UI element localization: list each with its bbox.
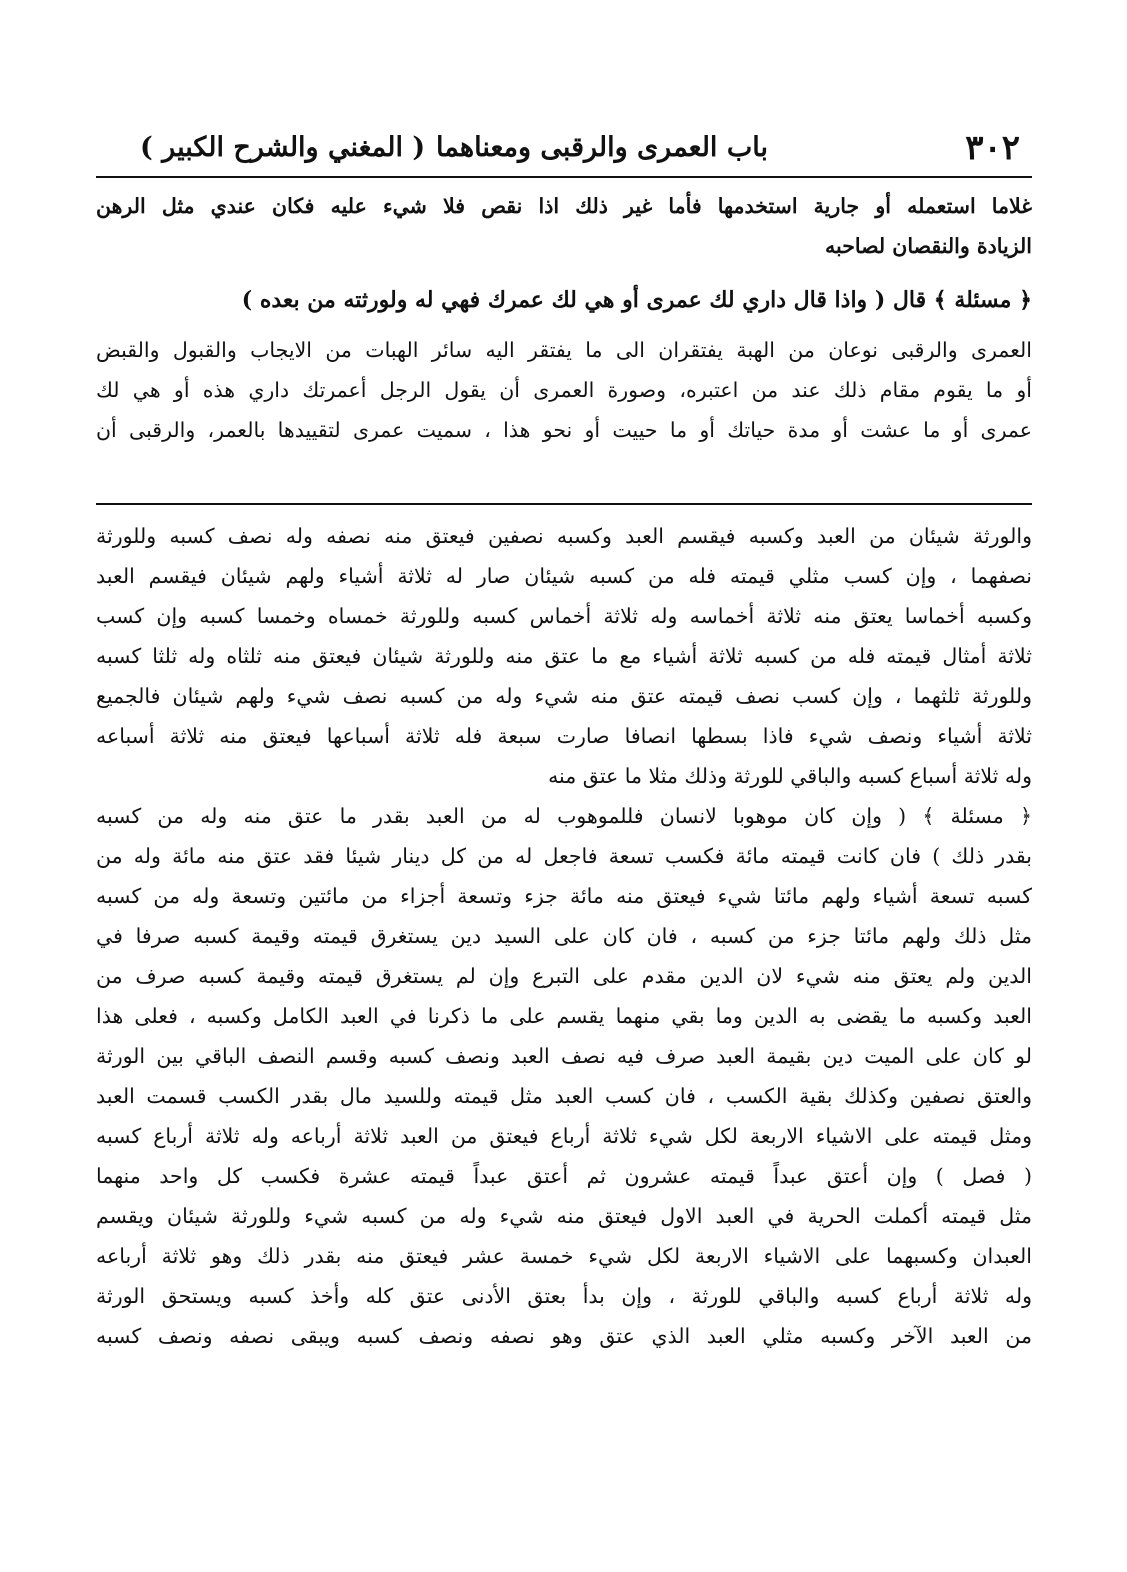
lower-section <box>96 516 1032 1356</box>
page-header <box>100 128 1028 174</box>
text-line: من العبد الآخر وكسبه مثلي العبد الذي عتق وهو نصفه ونصف كسبه ويبقى نصفه ونصف كسبه <box>96 1324 1032 1348</box>
text-line: الدين ولم يعتق منه شيء لان الدين مقدم على التبرع وإن لم يستغرق قيمته وقيمة كسبه صرف من <box>96 964 1032 988</box>
text-line: ثلاثة أشياء ونصف شيء فاذا بسطها انصافا صارت سبعة فله ثلاثة أسباعها فيعتق منه ثلاثة أسباعه <box>96 724 1032 748</box>
commentary-line: أو ما يقوم مقام ذلك عند من اعتبره، وصورة العمرى أن يقول الرجل أعمرتك داري هذه أو هي لك <box>96 378 1032 402</box>
text-line: كسبه تسعة أشياء ولهم مائتا شيء فيعتق منه مائة جزء وتسعة أجزاء من مائتين وتسعة وله من كسبه <box>96 884 1032 908</box>
commentary-line: عمرى أو ما عشت أو مدة حياتك أو ما حييت أو نحو هذا ، سميت عمرى لتقييدها بالعمر، والرقبى أن <box>96 418 1032 442</box>
text-line: مثل ذلك ولهم مائتا جزء من كسبه ، فان كان على السيد دين يستغرق قيمته وقيمة كسبه صرفا في <box>96 924 1032 948</box>
text-line: غلاما استعمله أو جارية استخدمها فأما غير ذلك اذا نقص فلا شيء عليه فكان عندي مثل الرهن <box>96 194 1032 218</box>
text-line: بقدر ذلك ) فان كانت قيمته مائة فكسب تسعة فاجعل له من كل دينار شيئا فقد عتق منه مائة وله من <box>96 844 1032 868</box>
upper-section <box>96 186 1032 450</box>
commentary-line: العمرى والرقبى نوعان من الهبة يفتقران الى ما يفتقر اليه سائر الهبات من الايجاب والقبول والقبض <box>96 338 1032 362</box>
header-rule <box>96 176 1032 178</box>
masala-heading: ﴿ مسئلة ﴾ قال ( واذا قال داري لك عمرى أو هي لك عمرك فهي له ولورثته من بعده ) <box>241 287 1032 313</box>
fasl-line: ( فصل ) وإن أعتق عبداً قيمته عشرون ثم أعتق عبداً قيمته عشرة فكسب كل واحد منهما <box>96 1164 1032 1188</box>
text-line: ومثل قيمته على الاشياء الاربعة لكل شيء ثلاثة أرباع فيعتق من العبد ثلاثة أرباعه وله ثلاثة أرباع كسبه <box>96 1124 1032 1148</box>
text-line: العبدان وكسبهما على الاشياء الاربعة لكل شيء خمسة عشر فيعتق منه بقدر ذلك وهو ثلاثة أرباعه <box>96 1244 1032 1268</box>
text-line: وله ثلاثة أسباع كسبه والباقي للورثة وذلك مثلا ما عتق منه <box>548 764 1032 788</box>
text-line: مثل قيمته أكملت الحرية في العبد الاول فيعتق منه شيء وله من كسبه شيء وللورثة شيئان ويقسم <box>96 1204 1032 1228</box>
text-line: وللورثة ثلثهما ، وإن كسب نصف قيمته عتق منه شيء وله من كسبه نصف شيء ولهم شيئان فالجميع <box>96 684 1032 708</box>
chapter-title: باب العمرى والرقبى ومعناهما <box>436 132 768 163</box>
text-line: وكسبه أخماسا يعتق منه ثلاثة أخماسه وله ثلاثة أخماس كسبه وللورثة خمساه وخمسا كسبه وإن كسب <box>96 604 1032 628</box>
book-title: ( المغني والشرح الكبير ) <box>140 132 426 163</box>
text-line: والعتق نصفين وكذلك بقية الكسب ، فان كسب العبد مثل قيمته وللسيد مال بقدر الكسب قسمت العبد <box>96 1084 1032 1108</box>
text-line: وله ثلاثة أرباع كسبه والباقي للورثة ، وإن بدأ بعتق الأدنى عتق كله وأخذ كسبه ويستحق الورثة <box>96 1284 1032 1308</box>
page-number: ٣٠٢ <box>965 128 1020 168</box>
text-line: لو كان على الميت دين بقيمة العبد صرف فيه نصف العبد ونصف كسبه وقسم النصف الباقي بين الورثة <box>96 1044 1032 1068</box>
text-line: الزيادة والنقصان لصاحبه <box>825 234 1032 258</box>
text-line: ثلاثة أمثال قيمته فله من كسبه ثلاثة أشياء مع ما عتق منه وللورثة شيئان فيعتق منه ثلثاه وله ثلثا كسبه <box>96 644 1032 668</box>
text-line: نصفهما ، وإن كسب مثلي قيمته فله من كسبه شيئان صار له ثلاثة أشياء ولهم شيئان فيقسم العبد <box>96 564 1032 588</box>
text-line: العبد وكسبه ما يقضى به الدين وما بقي منهما يقسم على ما ذكرنا في العبد الكامل وكسبه ، فعلى هذا <box>96 1004 1032 1028</box>
text-line: والورثة شيئان من العبد وكسبه فيقسم العبد وكسبه نصفين فيعتق منه نصفه وله نصف كسبه وللورثة <box>96 524 1032 548</box>
section-divider <box>96 503 1032 505</box>
masala-line: ﴿ مسئلة ﴾ ( وإن كان موهوبا لانسان فللموهوب له من العبد بقدر ما عتق منه وله من كسبه <box>96 804 1032 828</box>
